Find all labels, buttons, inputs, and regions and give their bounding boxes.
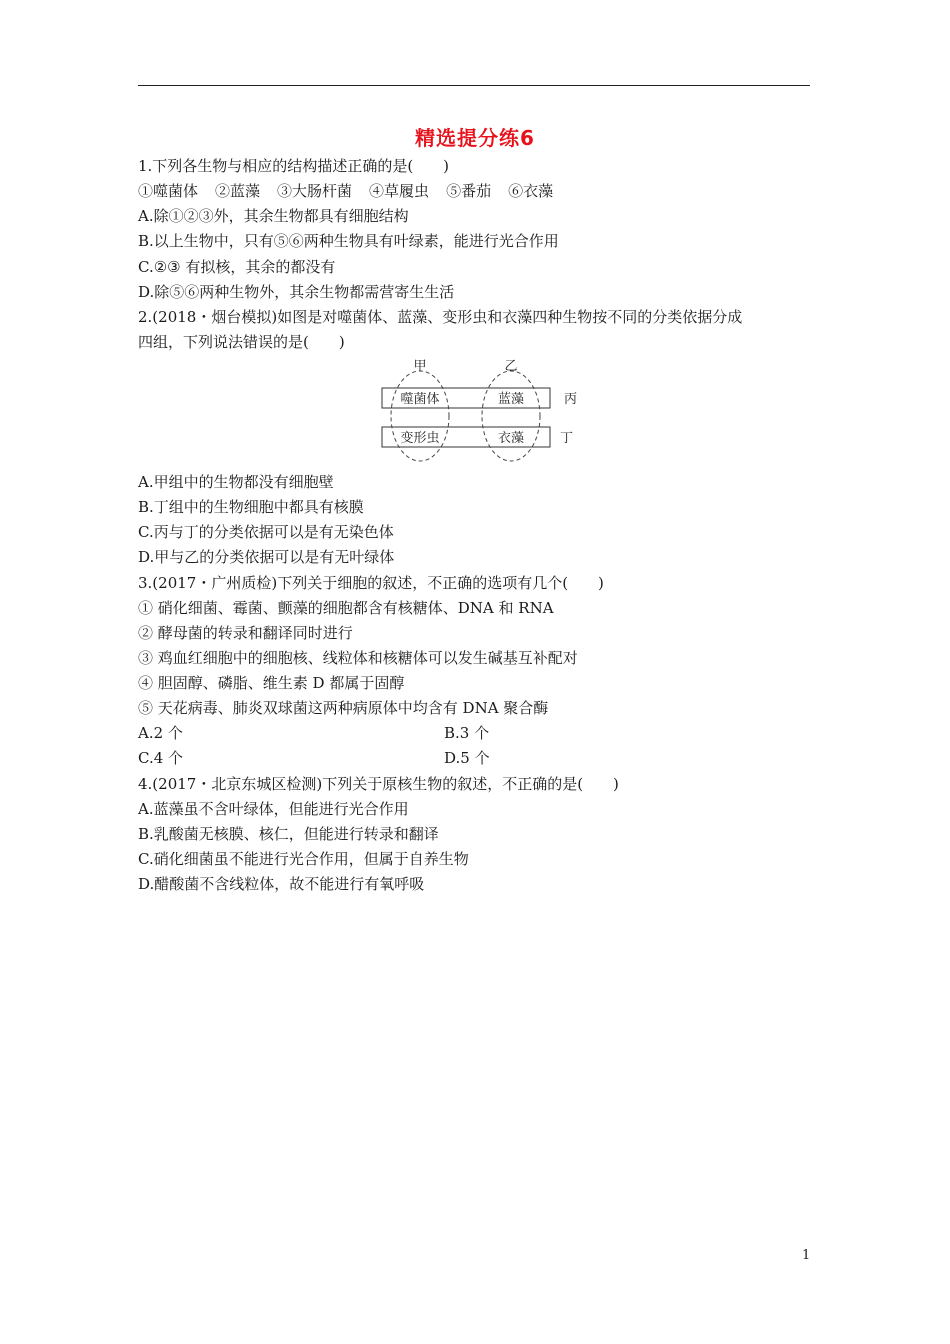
- q3-stem: 3.(2017・广州质检)下列关于细胞的叙述，不正确的选项有几个( ): [138, 574, 604, 592]
- label-bing: 丙: [564, 392, 578, 407]
- q3-statement-4: ④ 胆固醇、磷脂、维生素 D 都属于固醇: [138, 674, 405, 692]
- q3-option-a: A.2 个: [138, 724, 183, 742]
- q1-option-c: C.②③ 有拟核，其余的都没有: [138, 258, 336, 276]
- q1-organism: ④草履虫: [369, 182, 430, 200]
- q3-statement-3: ③ 鸡血红细胞中的细胞核、线粒体和核糖体可以发生碱基互补配对: [138, 649, 578, 667]
- q3-option-d: D.5 个: [444, 749, 490, 767]
- label-ding: 丁: [560, 431, 574, 446]
- q3-statement-2: ② 酵母菌的转录和翻译同时进行: [138, 624, 353, 642]
- organism-amoeba: 变形虫: [400, 431, 440, 446]
- label-yi: 乙: [504, 359, 518, 374]
- q1-organism: ②蓝藻: [215, 182, 261, 200]
- organism-cyanobacteria: 蓝藻: [497, 392, 525, 407]
- q1-option-d: D.除⑤⑥两种生物外，其余生物都需营寄生生活: [138, 283, 455, 301]
- q1-option-a: A.除①②③外，其余生物都具有细胞结构: [138, 207, 409, 225]
- q1-organism-list: [138, 181, 570, 201]
- q3-option-b: B.3 个: [444, 724, 490, 742]
- q1-stem: 1.下列各生物与相应的结构描述正确的是( ): [138, 157, 450, 175]
- q4-option-b: B.乳酸菌无核膜、核仁，但能进行转录和翻译: [138, 825, 439, 843]
- q1-organism: ①噬菌体: [138, 182, 199, 200]
- q4-option-c: C.硝化细菌虽不能进行光合作用，但属于自养生物: [138, 850, 469, 868]
- label-jia: 甲: [413, 359, 427, 374]
- q2-stem-line1: 2.(2018・烟台模拟)如图是对噬菌体、蓝藻、变形虫和衣藻四种生物按不同的分类依据分成: [138, 308, 743, 326]
- organism-chlamydomonas: 衣藻: [497, 431, 525, 446]
- q4-option-d: D.醋酸菌不含线粒体，故不能进行有氧呼吸: [138, 875, 425, 893]
- q3-statement-5: ⑤ 天花病毒、肺炎双球菌这两种病原体中均含有 DNA 聚合酶: [138, 699, 549, 717]
- q2-option-a: A.甲组中的生物都没有细胞壁: [138, 473, 334, 491]
- q1-organism: ③大肠杆菌: [277, 182, 353, 200]
- page-title: 精选提分练6: [415, 126, 535, 150]
- q4-stem: 4.(2017・北京东城区检测)下列关于原核生物的叙述，不正确的是( ): [138, 775, 619, 793]
- header-rule: [138, 85, 810, 86]
- page-number: 1: [802, 1248, 811, 1263]
- q2-stem-line2: 四组，下列说法错误的是( ): [138, 333, 345, 351]
- q4-option-a: A.蓝藻虽不含叶绿体，但能进行光合作用: [138, 800, 409, 818]
- q2-option-d: D.甲与乙的分类依据可以是有无叶绿体: [138, 548, 395, 566]
- classification-diagram: [370, 358, 590, 466]
- organism-phage: 噬菌体: [400, 392, 440, 407]
- q3-option-c: C.4 个: [138, 749, 184, 767]
- q2-option-c: C.丙与丁的分类依据可以是有无染色体: [138, 523, 394, 541]
- q1-organism: ⑥衣藻: [508, 182, 554, 200]
- q3-statement-1: ① 硝化细菌、霉菌、颤藻的细胞都含有核糖体、DNA 和 RNA: [138, 599, 554, 617]
- q1-option-b: B.以上生物中，只有⑤⑥两种生物具有叶绿素，能进行光合作用: [138, 232, 559, 250]
- q1-organism: ⑤番茄: [446, 182, 492, 200]
- q2-option-b: B.丁组中的生物细胞中都具有核膜: [138, 498, 364, 516]
